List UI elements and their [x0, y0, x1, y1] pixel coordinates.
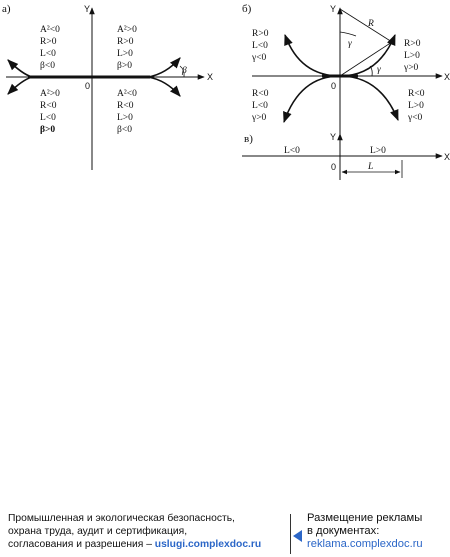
q-label: L>0 [117, 113, 133, 123]
arrow-left-icon [293, 530, 302, 542]
panel-b-angle-arc-center [340, 32, 356, 36]
curvature-sign-diagrams [0, 0, 450, 200]
panel-a-quadrant-upper-right [117, 25, 137, 71]
panel-b-curve-upper-left [285, 35, 340, 76]
panel-a-y-label: Y [84, 4, 91, 14]
panel-c-x-label: X [444, 152, 450, 162]
reklama-link[interactable]: reklama.complexdoc.ru [307, 538, 423, 550]
q-label: A²<0 [40, 25, 60, 35]
panel-b-y-label: Y [330, 4, 337, 14]
panel-b-radius-line [340, 9, 392, 42]
q-label: R<0 [252, 89, 269, 99]
panel-a-curve-right-upper [148, 58, 180, 77]
panel-b-quadrant-lower-left [251, 89, 269, 123]
panel-a-curve-right-lower [148, 77, 180, 96]
panel-b-quadrant-lower-right [407, 89, 425, 123]
panel-c-left-label: L<0 [284, 146, 300, 156]
panel-b-origin: 0 [331, 81, 337, 91]
panel-a-quadrant-lower-left [40, 89, 60, 135]
ad-footer [0, 508, 450, 557]
footer-right-line: в документах: [307, 525, 380, 537]
panel-c-y-label: Y [330, 132, 337, 142]
panel-a-x-label: X [207, 72, 214, 82]
panel-c-right-label: L>0 [370, 146, 386, 156]
panel-a-origin: 0 [85, 81, 91, 91]
q-label: R<0 [40, 101, 57, 111]
q-label: L>0 [404, 51, 420, 61]
q-label: β<0 [40, 61, 55, 71]
q-label: L<0 [252, 101, 268, 111]
q-label: A²>0 [40, 89, 60, 99]
panel-b-letter: б) [242, 3, 252, 15]
q-label: R<0 [408, 89, 425, 99]
footer-left-line: Промышленная и экологическая безопасность, [8, 513, 235, 524]
footer-right-text [307, 512, 447, 551]
footer-right-line: Размещение рекламы [307, 512, 423, 524]
panel-b-quadrant-upper-left [251, 29, 269, 63]
q-label: L<0 [40, 113, 56, 123]
panel-a-quadrant-upper-left [40, 25, 60, 71]
panel-a-quadrant-lower-right [117, 89, 137, 135]
q-label: R>0 [117, 37, 134, 47]
panel-b [242, 3, 450, 140]
q-label: A²>0 [117, 25, 137, 35]
q-label: γ>0 [404, 63, 419, 73]
footer-left-line-text: согласования и разрешения – [8, 539, 155, 550]
panel-a [2, 3, 213, 170]
panel-b-angle-center-label: γ [348, 39, 352, 49]
q-label: R>0 [252, 29, 269, 39]
q-label: L>0 [117, 49, 133, 59]
q-label: R>0 [40, 37, 57, 47]
q-label: γ<0 [408, 113, 423, 123]
uslugi-link[interactable]: uslugi.complexdoc.ru [154, 539, 262, 550]
panel-b-curve-lower-right [340, 76, 398, 120]
q-label: β>0 [40, 125, 56, 135]
panel-a-angle-label: β [182, 66, 187, 76]
panel-a-curve-left-upper [8, 60, 32, 77]
q-label: A²<0 [117, 89, 137, 99]
panel-a-curve-left-lower [8, 77, 32, 94]
footer-left-text [8, 512, 278, 551]
q-label: β<0 [117, 125, 132, 135]
footer-left-line [8, 538, 278, 551]
panel-c-letter: в) [244, 133, 253, 145]
q-label: γ<0 [252, 53, 267, 63]
q-label: L<0 [252, 41, 268, 51]
panel-b-angle-curve-label: γ [377, 65, 381, 75]
q-label: R>0 [404, 39, 421, 49]
panel-b-radius-label: R [368, 19, 374, 29]
q-label: L>0 [408, 101, 424, 111]
panel-c-origin: 0 [331, 162, 337, 172]
panel-b-x-label: X [444, 72, 450, 82]
q-label: R<0 [117, 101, 134, 111]
q-label: γ>0 [252, 113, 267, 123]
q-label: β>0 [117, 61, 132, 71]
panel-a-letter: а) [2, 3, 11, 15]
q-label: L<0 [40, 49, 56, 59]
panel-c-length-label: L [368, 162, 374, 172]
footer-divider [290, 514, 291, 554]
footer-left-line: охрана труда, аудит и сертификация, [8, 526, 188, 537]
panel-b-quadrant-upper-right [403, 39, 421, 73]
panel-c [242, 132, 450, 180]
